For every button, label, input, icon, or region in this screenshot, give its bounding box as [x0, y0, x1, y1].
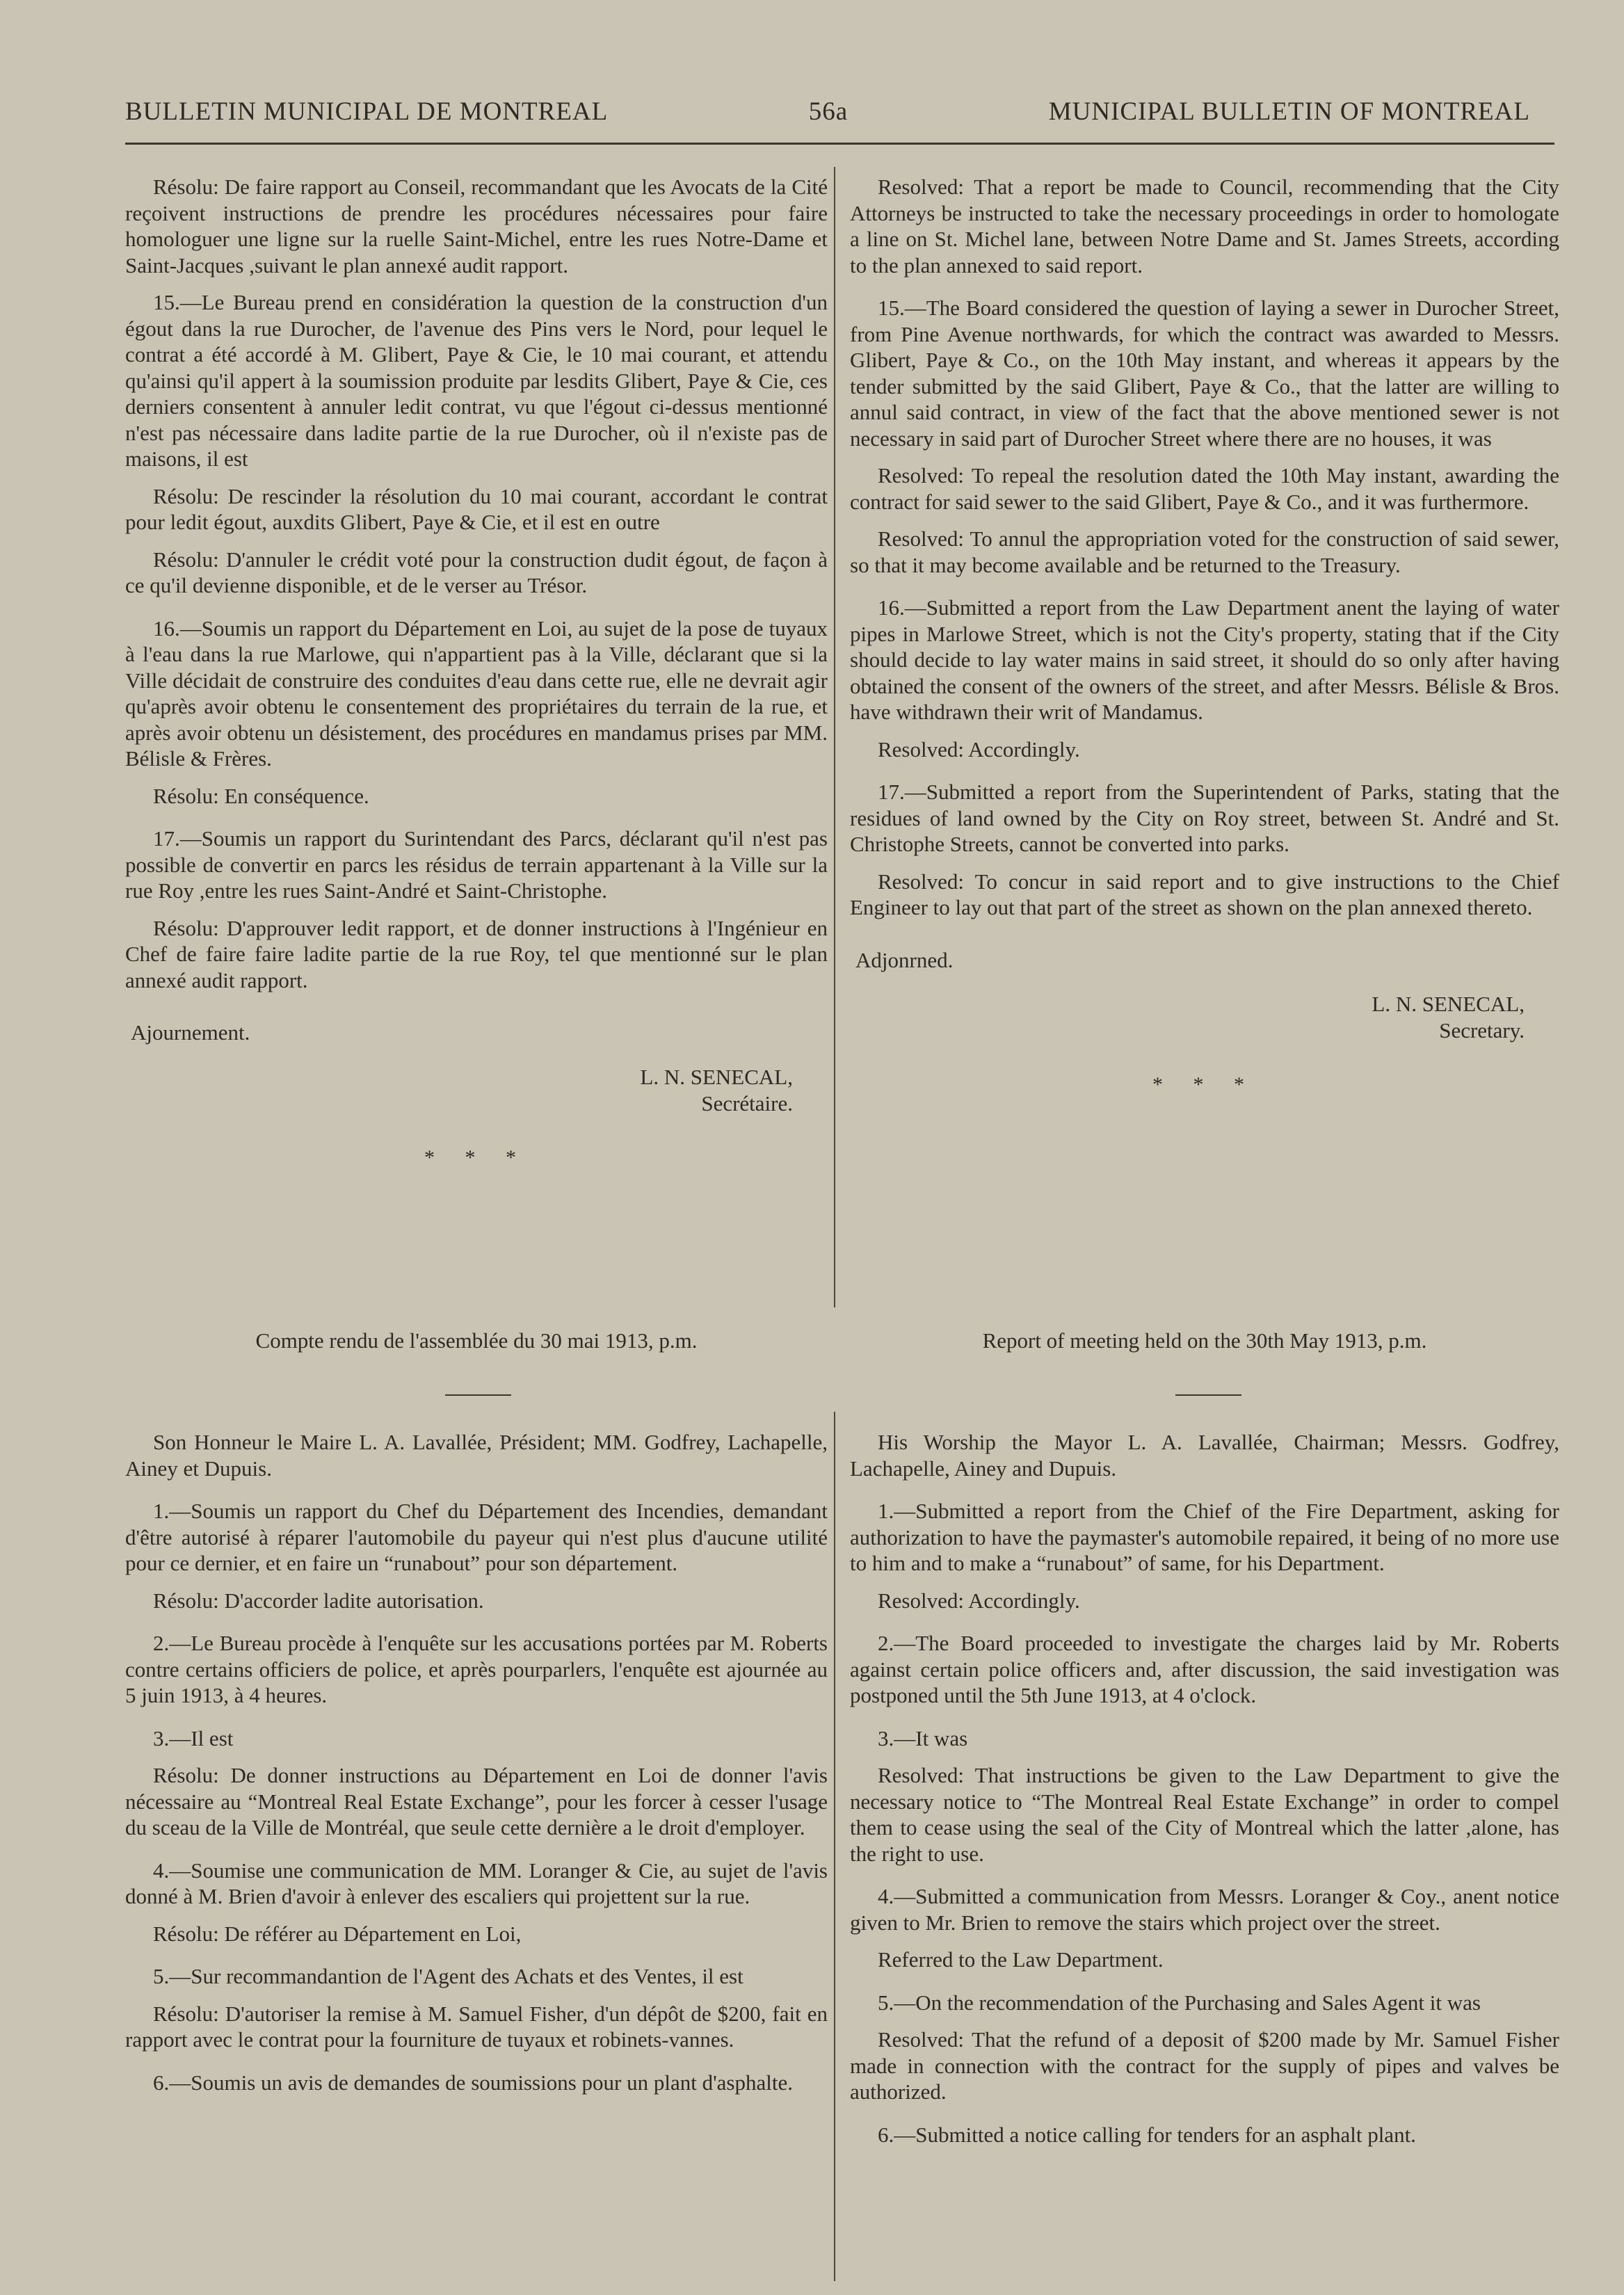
header-title-english: MUNICIPAL BULLETIN OF MONTREAL [1048, 97, 1530, 126]
item-2: 2.—The Board proceeded to investigate the charges laid by Mr. Roberts against certain police officers and, after discussion, the said investigation was postponed until the 5th June 1913, at 4 o'clock. [850, 1631, 1559, 1707]
resolution-paragraph: Resolved: That instructions be given to the Law Department to give the necessary notice to “The Montreal Real Estate Exchange” in order to compel them to cease using the seal of the City of Montreal which the latter ,alone, has the right to use. [850, 1763, 1559, 1866]
resolution-paragraph: Résolu: D'approuver ledit rapport, et de donner instructions à l'Ingénieur en Chef de faire faire ladite partie de la rue Roy, tel que mentionné sur le plan annexé audit rapport. [125, 915, 828, 992]
item-5: 5.—On the recommendation of the Purchasing and Sales Agent it was [878, 1990, 1481, 2015]
item-17: 17.—Soumis un rapport du Surintendant des Parcs, déclarant qu'il n'est pas possible de convertir en parcs les résidus de terrain appartenant à la Ville sur la rue Roy ,entre les rues Saint-André et Saint-Christophe. [125, 826, 828, 903]
item-6: 6.—Soumis un avis de demandes de soumissions pour un plant d'asphalte. [153, 2070, 793, 2095]
french-column-lower [125, 1429, 828, 2107]
item-3: 3.—Il est [153, 1725, 234, 1750]
column-divider-upper [834, 167, 835, 1307]
item-16: 16.—Submitted a report from the Law Department anent the laying of water pipes in Marlowe Street, which is not the City's property, stating that if the City should decide to lay water mains in said street, it should do so only after having obtained the consent of the owners of the street, and after Messrs. Bélisle & Bros. have withdrawn their writ of Mandamus. [850, 595, 1559, 724]
section-separator: * * * [1152, 1073, 1257, 1096]
resolution-paragraph: Resolved: To repeal the resolution dated the 10th May instant, awarding the contract for said sewer to the said Glibert, Paye & Co., and it was furthermore. [850, 463, 1559, 514]
page-header [125, 90, 1530, 132]
resolution-paragraph: Résolu: De référer au Département en Loi, [153, 1921, 522, 1946]
resolution-paragraph: Résolu: D'annuler le crédit voté pour la construction dudit égout, de façon à ce qu'il devienne disponible, et de le verser au Trésor. [125, 547, 828, 597]
item-17: 17.—Submitted a report from the Superintendent of Parks, stating that the residues of land owned by the City on Roy street, between St. André and St. Christophe Streets, cannot be converted into parks. [850, 780, 1559, 856]
resolution-paragraph: Résolu: De rescinder la résolution du 10 mai courant, accordant le contrat pour ledit égout, auxdits Glibert, Paye & Cie, et il est en outre [125, 483, 828, 534]
item-16: 16.—Soumis un rapport du Département en Loi, au sujet de la pose de tuyaux à l'eau dans la rue Marlowe, qui n'appartient pas à la Ville, déclarant que si la Ville décidait de construire des conduites d'eau dans cette rue, elle ne devrait agir qu'après avoir obtenu le consentement des propriétaires du terrain de la rue, et après avoir obtenu un désistement, des procédures en mandamus prises par MM. Bélisle & Frères. [125, 615, 828, 771]
signature-title: Secrétaire. [701, 1090, 793, 1116]
section-separator: * * * [424, 1145, 529, 1169]
attendance: His Worship the Mayor L. A. Lavallée, Chairman; Messrs. Godfrey, Lachapelle, Ainey and Dupuis. [850, 1430, 1559, 1481]
french-column-upper [125, 174, 828, 1170]
resolution-paragraph: Resolved: Accordingly. [878, 1588, 1080, 1613]
header-rule [125, 143, 1554, 145]
heading-rule [1175, 1394, 1241, 1396]
attendance: Son Honneur le Maire L. A. Lavallée, Président; MM. Godfrey, Lachapelle, Ainey et Dupuis. [125, 1430, 828, 1481]
heading-rule [445, 1394, 511, 1396]
item-6: 6.—Submitted a notice calling for tenders for an asphalt plant. [878, 2122, 1416, 2147]
item-3: 3.—It was [878, 1725, 968, 1750]
meeting-heading-english: Report of meeting held on the 30th May 1913, p.m. [982, 1328, 1427, 1353]
item-2: 2.—Le Bureau procède à l'enquête sur les accusations portées par M. Roberts contre certains officiers de police, et après pourparlers, l'enquête est ajournée au 5 juin 1913, à 4 heures. [125, 1631, 828, 1707]
resolution-paragraph: Resolved: Accordingly. [878, 736, 1080, 762]
page-number: 56a [808, 97, 849, 126]
item-1: 1.—Soumis un rapport du Chef du Département des Incendies, demandant d'être autorisé à réparer l'automobile du payeur qui n'est plus d'aucune utilité pour ce dernier, et en faire un “runabout” pour son département. [125, 1499, 828, 1575]
adjournment: Ajournement. [131, 1020, 250, 1045]
resolution-paragraph: Résolu: D'autoriser la remise à M. Samuel Fisher, d'un dépôt de $200, fait en rapport avec le contrat pour la fourniture de tuyaux et robinets-vannes. [125, 2001, 828, 2052]
resolution-paragraph: Resolved: That a report be made to Council, recommending that the City Attorneys be instructed to take the necessary proceedings in order to homologate a line on St. Michel lane, between Notre Dame and St. James Streets, according to the plan annexed to said report. [850, 175, 1559, 277]
meeting-heading-french: Compte rendu de l'assemblée du 30 mai 1913, p.m. [255, 1328, 698, 1353]
resolution-paragraph: Resolved: To annul the appropriation voted for the construction of said sewer, so that it may become available and be returned to the Treasury. [850, 526, 1559, 577]
resolution-paragraph: Resolved: To concur in said report and to give instructions to the Chief Engineer to lay out that part of the street as shown on the plan annexed thereto. [850, 869, 1559, 919]
column-divider-lower [834, 1412, 835, 2281]
resolution-paragraph: Résolu: En conséquence. [153, 783, 369, 808]
item-15: 15.—Le Bureau prend en considération la question de la construction d'un égout dans la rue Durocher, de l'avenue des Pins vers le Nord, pour lequel le contrat a été accordé à M. Glibert, Paye & Cie, le 10 mai courant, et attendu qu'ainsi qu'il appert à la soumission produite par lesdits Glibert, Paye & Cie, ces derniers consentent à annuler ledit contrat, vu que l'égout ci-dessus mentionné n'est pas nécessaire dans ladite partie de la rue Durocher, où il n'existe pas de maisons, il est [125, 290, 828, 471]
signature-name: L. N. SENECAL, [640, 1064, 793, 1089]
header-title-french: BULLETIN MUNICIPAL DE MONTREAL [125, 97, 609, 126]
signature-block [125, 1064, 793, 1117]
item-4: 4.—Soumise une communication de MM. Loranger & Cie, au sujet de l'avis donné à M. Brien d'avoir à enlever des escaliers qui projettent sur la rue. [125, 1858, 828, 1908]
signature-block [850, 991, 1525, 1044]
resolution-paragraph: Résolu: D'accorder ladite autorisation. [153, 1588, 484, 1613]
resolution-paragraph: Referred to the Law Department. [878, 1947, 1164, 1972]
signature-name: L. N. SENECAL, [1372, 992, 1525, 1016]
item-15: 15.—The Board considered the question of laying a sewer in Durocher Street, from Pine Avenue northwards, for which the contract was awarded to Messrs. Glibert, Paye & Co., on the 10th May instant, and whereas it appears by the tender submitted by the said Glibert, Paye & Co., that the latter are willing to annul said contract, in view of the fact that the above mentioned sewer is not necessary in said part of Durocher Street where there are no houses, it was [850, 296, 1559, 451]
item-5: 5.—Sur recommandantion de l'Agent des Achats et des Ventes, il est [153, 1964, 743, 1988]
signature-title: Secretary. [1439, 1018, 1525, 1042]
item-1: 1.—Submitted a report from the Chief of the Fire Department, asking for authorization to have the paymaster's automobile repaired, it being of no more use to him and to make a “runabout” of same, for his Department. [850, 1499, 1559, 1575]
resolution-paragraph: Résolu: De donner instructions au Département en Loi de donner l'avis nécessaire au “Montreal Real Estate Exchange”, pour les forcer à cesser l'usage du sceau de la Ville de Montréal, que seule cette dernière a le droit d'employer. [125, 1763, 828, 1839]
item-4: 4.—Submitted a communication from Messrs. Loranger & Coy., anent notice given to Mr. Brien to remove the stairs which project over the street. [850, 1884, 1559, 1935]
english-column-upper [850, 174, 1559, 1098]
adjournment: Adjonrned. [855, 947, 954, 972]
resolution-paragraph: Résolu: De faire rapport au Conseil, recommandant que les Avocats de la Cité reçoivent instructions de prendre les procédures nécessaires pour faire homologuer une ligne sur la ruelle Saint-Michel, entre les rues Notre-Dame et Saint-Jacques ,suivant le plan annexé audit rapport. [125, 175, 828, 277]
english-column-lower [850, 1429, 1559, 2159]
resolution-paragraph: Resolved: That the refund of a deposit of $200 made by Mr. Samuel Fisher made in connection with the contract for the supply of pipes and valves be authorized. [850, 2027, 1559, 2104]
